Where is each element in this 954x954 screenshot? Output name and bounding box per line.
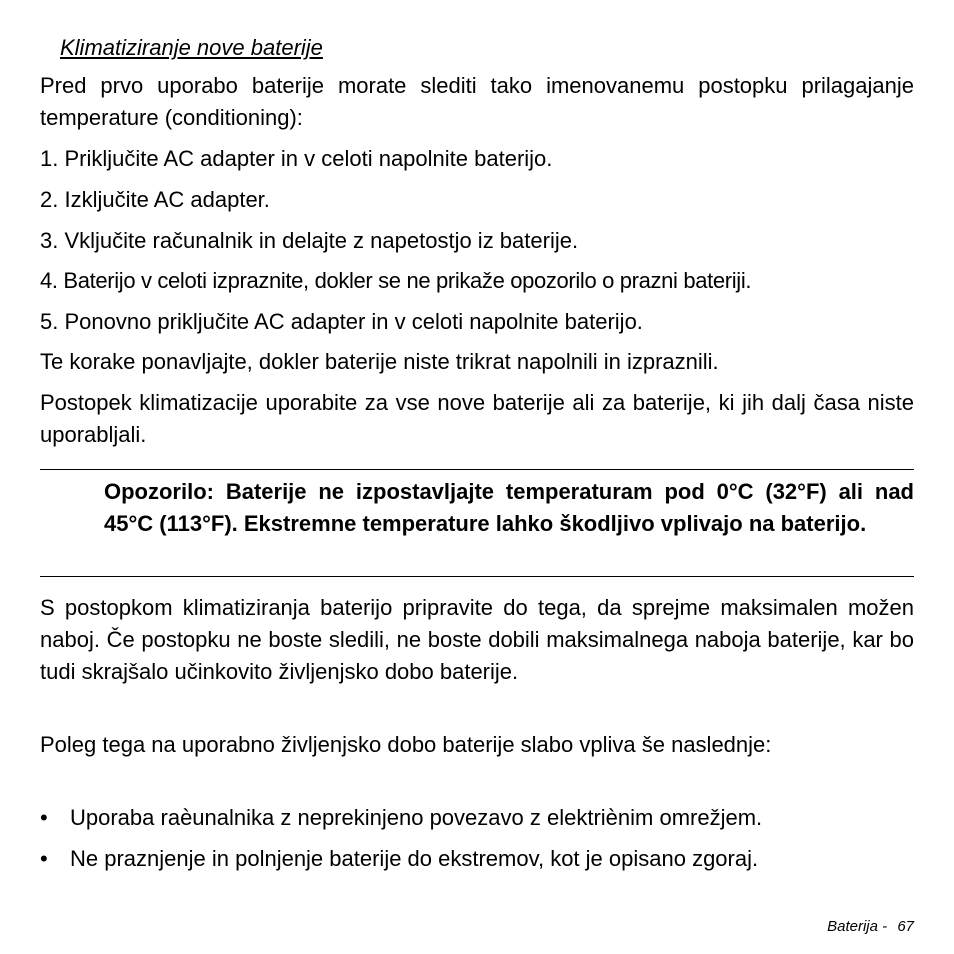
bullet-item [40, 802, 914, 834]
step-5: 5. Ponovno priključite AC adapter in v celoti napolnite baterijo. [40, 309, 643, 334]
bullet-text: Uporaba raèunalnika z neprekinjeno povezavo z elektriènim omrežjem. [70, 805, 763, 830]
footer-section-label: Baterija - [827, 918, 888, 935]
step-2: 2. Izključite AC adapter. [40, 187, 270, 212]
step-3: 3. Vključite računalnik in delajte z napetostjo iz baterije. [40, 228, 579, 253]
step-4: 4. Baterijo v celoti izpraznite, dokler se ne prikaže opozorilo o prazni bateriji. [40, 268, 752, 293]
lifespan-intro-paragraph: Poleg tega na uporabno življenjsko dobo baterije slabo vpliva še naslednje: [40, 732, 772, 757]
page-footer [827, 916, 914, 938]
step-1: 1. Priključite AC adapter in v celoti napolnite baterijo. [40, 146, 553, 171]
intro-paragraph: Pred prvo uporabo baterije morate slediti tako imenovanemu postopku prilagajanje temperature (conditioning): [40, 73, 914, 130]
repeat-note: Te korake ponavljajte, dokler baterije niste trikrat napolnili in izpraznili. [40, 349, 719, 374]
bullet-item [40, 843, 914, 875]
conditioning-benefit-paragraph: S postopkom klimatiziranja baterijo pripravite do tega, da sprejme maksimalen možen naboj. Če postopku ne boste sledili, ne boste dobili maksimalnega naboja baterije, kar bo tudi skrajšalo učinkovito življenjsko dobo baterije. [40, 595, 914, 684]
usage-note: Postopek klimatizacije uporabite za vse nove baterije ali za baterije, ki jih dalj časa niste uporabljali. [40, 390, 914, 447]
warning-top-divider [40, 469, 914, 470]
bullet-marker: • [40, 805, 48, 830]
section-heading: Klimatiziranje nove baterije [60, 35, 323, 60]
warning-note: Opozorilo: Baterije ne izpostavljajte temperaturam pod 0°C (32°F) ali nad 45°C (113°F). Ekstremne temperature lahko škodljivo vplivajo na baterijo. [104, 479, 914, 536]
bullet-marker: • [40, 846, 48, 871]
bullet-text: Ne praznjenje in polnjenje baterije do ekstremov, kot je opisano zgoraj. [70, 846, 759, 871]
footer-page-number: 67 [897, 918, 914, 935]
warning-bottom-divider [40, 576, 914, 577]
